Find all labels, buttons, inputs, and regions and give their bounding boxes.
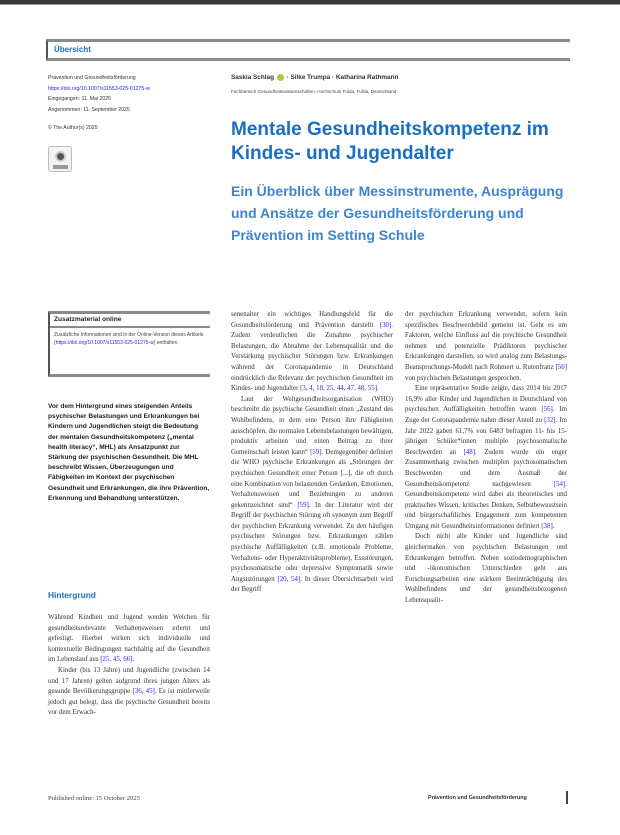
paragraph-text: . Zudem wurde ein enger Zusammenhang zwischen multiplen psychosomatischen Beschwerden und dem Ausmaß der Gesundheitskompetenz nachgewiesen xyxy=(405,448,567,488)
paragraph-text: senenalter ein wichtiges Handlungsfeld für die Gesundheitsförderung und Prävention darstellt xyxy=(231,311,393,329)
body-column-3 xyxy=(405,310,567,607)
citation-link[interactable]: [54] xyxy=(553,480,566,488)
open-access-icon xyxy=(48,146,72,172)
supplementary-text-before: Zusätzliche Informationen sind in der Online-Version dieses Artikels ( xyxy=(54,332,204,347)
citation-link[interactable]: [38] xyxy=(541,522,553,530)
paragraph-text: Kinder (bis 13 Jahre) und Jugendliche (zwischen 14 und 17 Jahren) gelten aufgrund ihres jungen Alters als gesunde Bevölkerungsgruppe xyxy=(48,666,210,696)
footer-divider xyxy=(566,791,568,804)
supplementary-text-after: ) enthalten. xyxy=(153,340,179,347)
paragraph xyxy=(405,532,567,606)
paragraph-text: . Im Zuge der Coronapandemie nahm dieser Anteil zu xyxy=(405,406,567,424)
doi-link[interactable]: https://doi.org/10.1007/s11553-025-01275-w xyxy=(48,85,150,92)
author-name[interactable]: Saskia Schlag xyxy=(231,74,274,82)
paragraph-text: . xyxy=(552,522,555,530)
citation-link[interactable]: [30] xyxy=(379,321,392,329)
paragraph xyxy=(231,395,393,596)
citation-link[interactable]: [25, 45, 66] xyxy=(100,656,133,664)
paragraph-text: . Demgegenüber definiert die WHO psychische Erkrankungen als „Störungen der psychischen Gesundheit einer Person [...], die oft durch eine Kombination von belastenden Gedanken, Emotionen, Verhaltensweisen und Beziehungen zu anderen gekennzeichnet sind“ xyxy=(231,448,393,509)
open-access-bar xyxy=(53,165,68,169)
paragraph-text: . Es ist mittlerweile jedoch gut belegt, dass die psychische Gesundheit bereits vor dem Erwach- xyxy=(48,688,210,717)
section-heading-hintergrund: Hintergrund xyxy=(48,590,96,600)
abstract: Vor dem Hintergrund eines steigenden Anteils psychischer Belastungen und Erkrankungen bei Kindern und Jugendlichen steigt die Bedeutung der mentalen Gesundheitskompetenz („mental health literacy“, MHL) als Ansatzpunkt zur Stärkung der psychischen Gesundheit. Die MHL beschreibt Wissen, Überzeugungen und Fähigkeiten im Kontext der psychischen Gesundheit und Erkrankungen, die ihre Prävention, Erkennung und Behandlung unterstützen. xyxy=(48,403,210,502)
paragraph-text: von psychischen Belastungen gesprochen. xyxy=(405,374,522,382)
article-title: Mentale Gesundheitskompetenz im Kindes- und Jugendalter xyxy=(231,119,549,164)
citation-link[interactable]: [59] xyxy=(297,501,309,509)
citation-link[interactable]: [56] xyxy=(541,406,553,414)
paragraph-text: . xyxy=(132,656,135,664)
copyright: © The Author(s) 2025 xyxy=(48,125,98,131)
paragraph xyxy=(48,666,210,719)
citation-link[interactable]: [20, 54] xyxy=(277,575,301,583)
journal-name: Prävention und Gesundheitsförderung xyxy=(48,75,136,81)
paragraph-text: . Gesundheitskompetenz wird dabei als theoretisches und praktisches Wissen, kritisches Denken, Selbstbewusstsein und bürgerschaftliches Engagement zum kompetenten Umgang mit Gesundheitsinformationen definiert xyxy=(405,480,567,530)
section-label: Übersicht xyxy=(54,45,91,54)
article-meta xyxy=(48,73,218,134)
author-separator: · xyxy=(332,74,336,82)
published-date: Published online: 15 October 2025 xyxy=(48,795,140,802)
citation-link[interactable]: [3, 4, 18, 25, 44, 47, 48, 55] xyxy=(300,385,378,393)
orcid-icon[interactable] xyxy=(277,74,284,81)
author-name[interactable]: Katharina Rathmann xyxy=(335,74,399,82)
body-column-2 xyxy=(231,310,393,596)
author-name[interactable]: Silke Trumpa xyxy=(290,74,331,82)
paragraph-text: . Im Jahr 2022 gaben 61,7% von 6483 befragten 11- bis 15-jährigen Schüler*innen multiple psychosomatische Beschwerden an xyxy=(405,416,567,456)
citation-link[interactable]: [36, 45] xyxy=(132,688,155,696)
open-access-lock-icon xyxy=(55,151,66,162)
paragraph-text: der psychischen Erkrankung verwendet, sofern kein spezifisches Beschwerdebild gemeint ist. Geht es um Faktoren, welche Einfluss auf die psychische Gesundheit nehmen und potenzielle Prädiktoren psychischer Erkrankungen darstellen, so wird analog zum Belastungs-Beanspruchungs-Modell nach Rohmert u. Rutenfranz xyxy=(405,311,567,371)
citation-link[interactable]: [32] xyxy=(544,416,556,424)
received-date: Eingegangen: 11. Mai 2025 xyxy=(48,96,112,102)
article-subtitle: Ein Überblick über Messinstrumente, Ausprägung und Ansätze der Gesundheitsförderung und Prävention im Setting Schule xyxy=(231,183,564,243)
footer-journal-name: Prävention und Gesundheitsförderung xyxy=(428,795,527,801)
paragraph xyxy=(405,384,567,532)
section-label-box xyxy=(46,39,570,61)
paragraph-text: Doch nicht alle Kinder und Jugendliche sind gleichermaßen von psychischen Belastungen und Erkrankungen betroffen. Neben soziodemographischen und -ökonomischen Unterschieden geht aus Forschungsarbeiten eine stärkere Beeinträchtigung des Wohlbefindens und der gesundheitsbezogenen Lebensqualit- xyxy=(405,533,567,605)
paragraph-text: Laut der Weltgesundheitsorganisation (WHO) beschreibt die psychische Gesundheit einen „Zustand des Wohlbefindens, in dem eine Person ihre Fähigkeiten ausschöpfen, die normalen Lebensbelastungen bewältigen, produktiv arbeiten und einen Beitrag zu ihrer Gemeinschaft leisten kann“ xyxy=(231,395,393,456)
citation-link[interactable]: [48] xyxy=(463,448,476,456)
author-separator: · xyxy=(286,74,291,82)
body-column-1 xyxy=(48,613,210,719)
supplementary-text xyxy=(54,331,204,348)
supplementary-link[interactable]: https://doi.org/10.1007/s11553-025-01275-w xyxy=(55,340,154,347)
paragraph-text: . Zudem verdeutlichen die Zunahme psychischer Belastungen, die Abnahme der Lebensqualität und die Verstärkung psychischer Störungen bzw. Erkrankungen während der Coronapandemie in Deutschland eindrücklich die Relevanz der psychischen Gesundheit im Kindes- und Jugendalter xyxy=(231,321,393,393)
window-top-border-shadow xyxy=(0,4,620,5)
supplementary-heading: Zusatzmaterial online xyxy=(50,314,210,328)
citation-link[interactable]: [50] xyxy=(555,363,567,371)
paragraph-text: . xyxy=(377,385,379,393)
paragraph xyxy=(48,613,210,666)
paragraph xyxy=(231,310,393,395)
author-list xyxy=(231,74,398,81)
paragraph-text: . In dieser Übersichtsarbeit wird der Begriff xyxy=(231,575,393,594)
paragraph-text: Während Kindheit und Jugend werden Weichen für gesundheitsrelevante Verhaltensweisen erlernt und gefestigt. Hierbei wirken sich individuelle und kontextuelle Bedingungen nachhaltig auf die Gesundheit im Lebenslauf aus xyxy=(48,614,210,664)
paragraph-text: . In der Literatur wird der Begriff der psychischen Störung oft synonym zum Begriff der psychischen Erkrankung verwendet. Zu den häufigen psychischen Störungen bzw. Erkrankungen zählen psychische Auffälligkeiten (z.B. emotionale Probleme, Verhaltens- oder Hyperaktivitätsprobleme), Essstörungen, psychosomatische oder depressive Symptomatik sowie Angststörungen xyxy=(231,501,393,583)
paragraph xyxy=(405,310,567,384)
paragraph-text: Eine repräsentative Studie zeigte, dass 2014 bis 2017 16,9% aller Kinder und Jugendlichen in Deutschland von psychischen Auffälligkeiten betroffen waren xyxy=(405,385,567,414)
affiliation: Fachbereich Gesundheitswissenschaften, Hochschule Fulda, Fulda, Deutschland xyxy=(231,89,397,94)
supplementary-material-box xyxy=(48,311,210,377)
accepted-date: Angenommen: 11. September 2025 xyxy=(48,106,130,113)
citation-link[interactable]: [59] xyxy=(310,448,322,456)
